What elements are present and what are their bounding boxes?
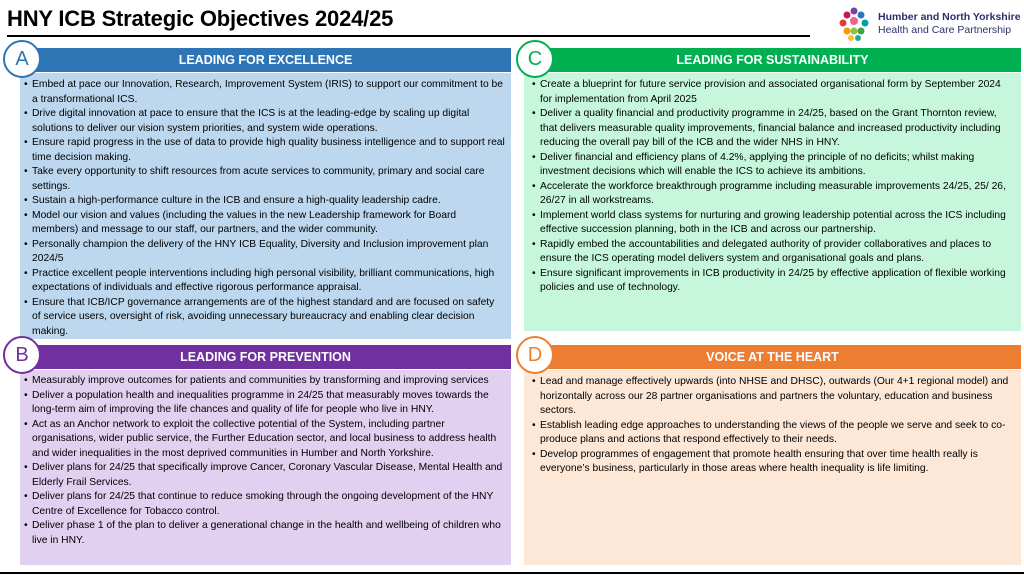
objective-item: • Drive digital innovation at pace to ensure that the ICS is at the leading-edge by scaling up digital solutions to deliver our vision system priorities, and system wide operations. <box>24 107 505 136</box>
partnership-logo <box>836 5 1021 43</box>
objective-item: • Deliver phase 1 of the plan to deliver a generational change in the health and wellbeing of children who live in HNY. <box>24 519 505 548</box>
panel-leading-for-sustainability <box>524 73 1021 331</box>
title-divider <box>7 35 810 37</box>
page-title: HNY ICB Strategic Objectives 2024/25 <box>7 6 394 31</box>
heading-leading-for-excellence: LEADING FOR EXCELLENCE <box>20 48 511 72</box>
heading-leading-for-sustainability: LEADING FOR SUSTAINABILITY <box>524 48 1021 72</box>
partnership-logo-icon <box>836 5 872 43</box>
objective-item: • Ensure significant improvements in ICB productivity in 24/25 by effective application of flexible working policies and use of technology. <box>532 267 1015 296</box>
section-badge-c: C <box>516 40 554 78</box>
objective-item: • Model our vision and values (including the values in the new Leadership framework for Board members) and message to our staff, our partners, and the wider community. <box>24 209 505 238</box>
objective-item: • Embed at pace our Innovation, Research, Improvement System (IRIS) to support our commitment to be a transformational ICS. <box>24 78 505 107</box>
objectives-list <box>532 375 1015 477</box>
objective-item: • Personally champion the delivery of the HNY ICB Equality, Diversity and Inclusion improvement plan 2024/5 <box>24 238 505 267</box>
section-badge-d: D <box>516 336 554 374</box>
panel-leading-for-prevention <box>20 370 511 565</box>
logo-line-1: Humber and North Yorkshire <box>878 11 1021 23</box>
section-badge-a: A <box>3 40 41 78</box>
objective-item: • Deliver plans for 24/25 that continue to reduce smoking through the ongoing development of the HNY Centre of Excellence for Tobacco control. <box>24 490 505 519</box>
objective-item: • Act as an Anchor network to exploit the collective potential of the System, including partner organisations, wider public service, the Further Education sector, and local business to address health and wider inequalities in the most deprived communities in Humber and North Yorkshire. <box>24 418 505 462</box>
heading-voice-at-the-heart: VOICE AT THE HEART <box>524 345 1021 369</box>
objectives-list <box>532 78 1015 296</box>
objective-item: • Deliver a quality financial and productivity programme in 24/25, based on the Grant Thornton review, that delivers measurable quality improvements, financial balance and increased productivity including reducing the overall pay bill of the ICB and the wider NHS in HNY. <box>532 107 1015 151</box>
objective-item: • Create a blueprint for future service provision and associated organisational form by September 2024 for implementation from April 2025 <box>532 78 1015 107</box>
objective-item: • Take every opportunity to shift resources from acute services to community, primary and social care settings. <box>24 165 505 194</box>
panel-voice-at-the-heart <box>524 370 1021 565</box>
objective-item: • Implement world class systems for nurturing and growing leadership potential across the ICS including effective succession planning, both in the ICB and across our partnership. <box>532 209 1015 238</box>
bottom-divider <box>0 572 1024 574</box>
objective-item: • Ensure that ICB/ICP governance arrangements are of the highest standard and are focused on safety of service users, oversight of risk, avoiding unnecessary bureaucracy and enabling clear decision making. <box>24 296 505 340</box>
objective-item: • Lead and manage effectively upwards (into NHSE and DHSC), outwards (Our 4+1 regional model) and horizontally across our 28 partner organisations and partners the voluntary, education and business sectors. <box>532 375 1015 419</box>
panel-leading-for-excellence <box>20 73 511 339</box>
logo-line-2: Health and Care Partnership <box>878 24 1012 36</box>
objective-item: • Practice excellent people interventions including high personal visibility, brilliant communications, high expectations of individuals and effective rigorous performance appraisal. <box>24 267 505 296</box>
objective-item: • Accelerate the workforce breakthrough programme including measurable improvements 24/25, 25/ 26, 26/27 in all workstreams. <box>532 180 1015 209</box>
heading-leading-for-prevention: LEADING FOR PREVENTION <box>20 345 511 369</box>
objective-item: • Measurably improve outcomes for patients and communities by transforming and improving services <box>24 374 505 389</box>
objective-item: • Ensure rapid progress in the use of data to provide high quality business intelligence and to support real time decision making. <box>24 136 505 165</box>
section-badge-b: B <box>3 336 41 374</box>
objective-item: • Rapidly embed the accountabilities and delegated authority of provider collaboratives and places to ensure the ICS operating model delivers system and organisational goals and plans. <box>532 238 1015 267</box>
objective-item: • Establish leading edge approaches to understanding the views of the people we serve and seek to co-produce plans and actions that respond effectively to their needs. <box>532 419 1015 448</box>
objectives-list <box>24 374 505 548</box>
objective-item: • Sustain a high-performance culture in the ICB and ensure a high-quality leadership cadre. <box>24 194 505 209</box>
objectives-list <box>24 78 505 339</box>
objective-item: • Deliver a population health and inequalities programme in 24/25 that measurably moves towards the long-term aim of improving the life chances and quality of life for people who live in HNY. <box>24 389 505 418</box>
objective-item: • Deliver plans for 24/25 that specifically improve Cancer, Coronary Vascular Disease, Mental Health and Elderly Frail Services. <box>24 461 505 490</box>
objective-item: • Develop programmes of engagement that promote health ensuring that over time health really is everyone’s business, particularly in those areas where health inequality is life limiting. <box>532 448 1015 477</box>
objective-item: • Deliver financial and efficiency plans of 4.2%, applying the principle of no deficits; whilst making investment decisions which will enable the ICS to achieve its ambitions. <box>532 151 1015 180</box>
